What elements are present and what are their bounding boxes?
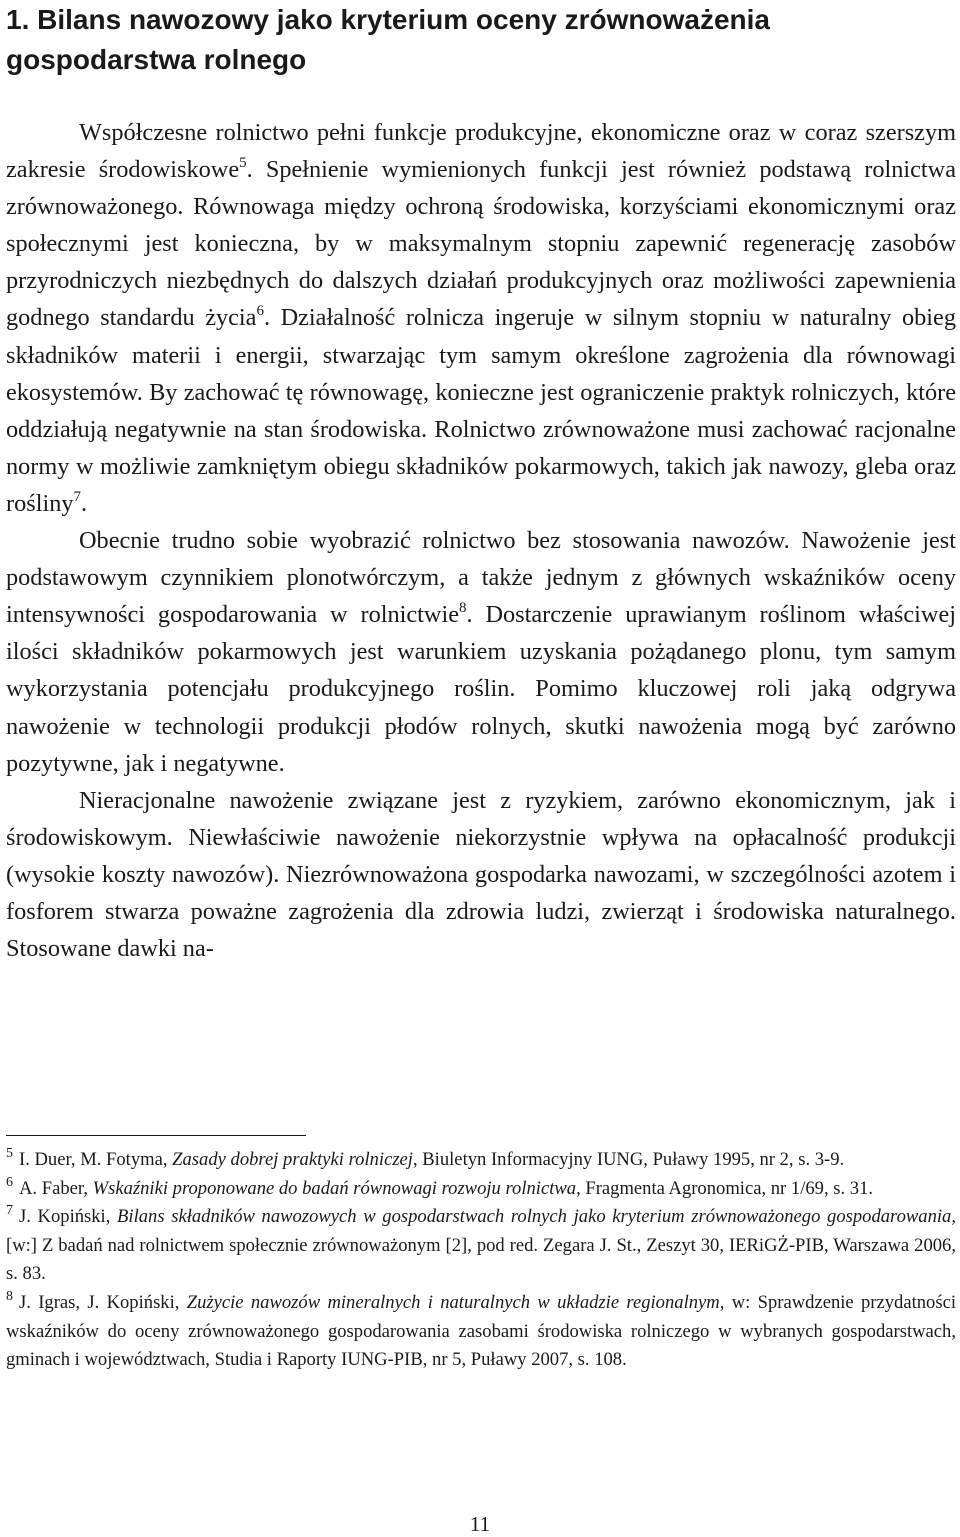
footnote-separator (6, 1135, 306, 1136)
paragraph-3-text: Nieracjonalne nawożenie związane jest z ryzykiem, zarówno ekonomicznym, jak i środowiskowym. Niewłaściwie nawożenie niekorzystnie wpływa na opłacalność produkcji (wysokie koszty nawozów). Niezrównoważona gospodarka nawozami, w szczególności azotem i fosforem stwarza poważne zagrożenia dla zdrowia ludzi, zwierząt i środowiska naturalnego. Stosowane dawki na- (6, 786, 956, 963)
paragraph-2-text-a: Obecnie trudno sobie wyobrazić rolnictwo bez stosowania nawozów. Nawożenie jest podstawowym czynnikiem plonotwórczym, a także jednym z głównych wskaźników oceny intensywności gospodarowania w rolnictwie (6, 527, 956, 629)
paragraph-3 (6, 782, 956, 967)
footnote-5 (6, 1146, 956, 1175)
paragraph-1-text-a: Współczesne rolnictwo pełni funkcje produkcyjne, ekonomiczne oraz w coraz szerszym zakresie środowiskowe (6, 119, 956, 184)
footnote-7 (6, 1203, 956, 1289)
footnote-ref-5: 5 (239, 155, 247, 172)
footnote-source: [w:] Z badań nad rolnictwem społecznie zrównoważonym [2], pod red. Zegara J. St., Zeszyt 30, IERiGŻ-PIB, Warszawa 2006, s. 83. (6, 1234, 956, 1285)
footnote-title: Zużycie nawozów mineralnych i naturalnych w układzie regionalnym, (186, 1291, 725, 1313)
paragraph-2-text-b: . Dostarczenie uprawianym roślinom właściwej ilości składników pokarmowych jest warunkiem uzyskania pożądanego plonu, tym samym wykorzystania potencjału produkcyjnego roślin. Pomimo kluczowej roli jaką odgrywa nawożenie w technologii produkcji płodów rolnych, skutki nawożenia mogą być zarówno pozytywne, jak i negatywne. (6, 601, 956, 777)
body-text (6, 114, 956, 967)
footnote-source: Fragmenta Agronomica, nr 1/69, s. 31. (580, 1177, 874, 1199)
footnote-number: 7 (6, 1203, 13, 1219)
footnote-ref-7: 7 (73, 488, 81, 505)
footnote-title: Zasady dobrej praktyki rolniczej (172, 1149, 413, 1170)
footnote-title: Wskaźniki proponowane do badań równowagi rozwoju rolnictwa, (92, 1177, 581, 1199)
footnote-author: A. Faber, (19, 1177, 93, 1199)
paragraph-2 (6, 522, 956, 782)
heading-line-2: gospodarstwa rolnego (6, 44, 307, 75)
footnotes (6, 1146, 956, 1375)
footnote-author: I. Duer, M. Fotyma, (19, 1149, 173, 1170)
page-number: 11 (469, 1512, 491, 1536)
section-heading (6, 0, 956, 80)
footnote-number: 6 (6, 1174, 13, 1190)
footnote-ref-8: 8 (459, 600, 467, 617)
footnote-6 (6, 1175, 956, 1204)
footnote-ref-6: 6 (256, 303, 264, 320)
footnote-number: 5 (6, 1146, 13, 1161)
footnote-number: 8 (6, 1288, 13, 1304)
footnote-author: J. Kopiński, (19, 1206, 118, 1228)
footnote-title: Bilans składników nawozowych w gospodarstwach rolnych jako kryterium zrównoważonego gospodarowania, (117, 1206, 957, 1228)
footnote-source: w: Sprawdzenie przydatności wskaźników do oceny zrównoważonego gospodarowania zasobami środowiska rolniczego w wybranych gospodarstwach, gminach i województwach, Studia i Raporty IUNG-PIB, nr 5, Puławy 2007, s. 108. (6, 1291, 956, 1371)
paragraph-1-text-c: . Działalność rolnicza ingeruje w silnym stopniu w naturalny obieg składników materii i energii, stwarzając tym samym określone zagrożenia dla równowagi ekosystemów. By zachować tę równowagę, konieczne jest ograniczenie praktyk rolniczych, które oddziałują negatywnie na stan środowiska. Rolnictwo zrównoważone musi zachować racjonalne normy w możliwie zamkniętym obiegu składników pokarmowych, takich jak nawozy, gleba oraz rośliny (6, 304, 956, 517)
heading-line-1: 1. Bilans nawozowy jako kryterium oceny zrównoważenia (6, 4, 770, 35)
paragraph-1-text-d: . (81, 489, 88, 517)
paragraph-1 (6, 114, 956, 522)
footnote-8 (6, 1289, 956, 1375)
paragraph-1-text-b: . Spełnienie wymienionych funkcji jest również podstawą rolnictwa zrównoważonego. Równowaga między ochroną środowiska, korzyściami ekonomicznymi oraz społecznymi jest konieczna, by w maksymalnym stopniu zapewnić regenerację zasobów przyrodniczych niezbędnych do dalszych działań produkcyjnych oraz możliwości zapewnienia godnego standardu życia (6, 156, 956, 332)
footnote-source: , Biuletyn Informacyjny IUNG, Puławy 1995, nr 2, s. 3-9. (412, 1149, 845, 1170)
footnote-author: J. Igras, J. Kopiński, (19, 1291, 187, 1313)
